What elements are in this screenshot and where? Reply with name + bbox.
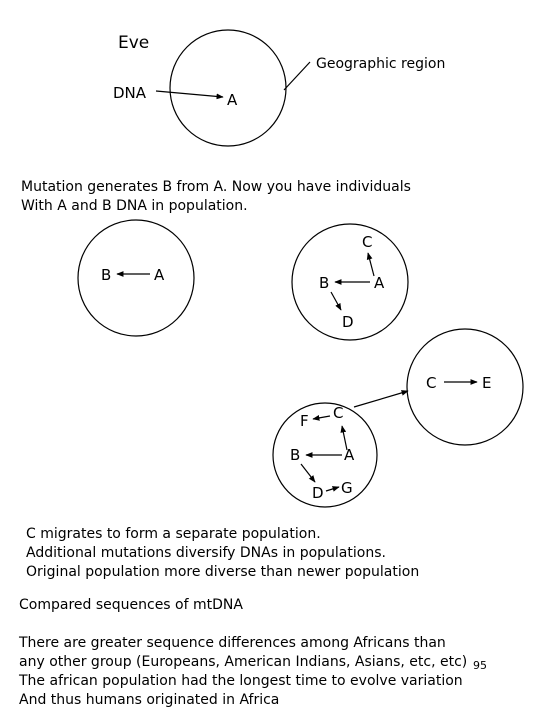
caption-line: Original population more diverse than newer population	[26, 564, 420, 580]
caption-line: C migrates to form a separate population.	[26, 526, 321, 542]
mutation-arrow-d-g	[326, 487, 339, 491]
node-c: C	[426, 374, 437, 392]
node-d: D	[312, 484, 324, 502]
population-circle-new	[407, 329, 523, 445]
population-circle-eve	[170, 30, 286, 146]
node-a: A	[374, 274, 385, 292]
mutation-arrow-b-d	[331, 292, 341, 310]
caption-line: Additional mutations diversify DNAs in populations.	[26, 545, 386, 561]
conclusion-caption	[19, 634, 467, 710]
node-e: E	[482, 374, 492, 392]
node-b: B	[290, 446, 301, 464]
node-b: B	[101, 266, 112, 284]
caption-line: The african population had the longest time to evolve variation	[19, 673, 463, 689]
mutation-arrow-b-d	[301, 464, 315, 482]
region-pointer-line	[284, 62, 310, 90]
node-a: A	[227, 91, 238, 109]
region-label: Geographic region	[316, 56, 446, 72]
node-c: C	[333, 404, 344, 422]
node-b: B	[319, 274, 330, 292]
eve-label: Eve	[118, 33, 150, 53]
node-a: A	[344, 446, 355, 464]
population-circle-b-a	[78, 220, 194, 336]
caption-line: any other group (Europeans, American Indians, Asians, etc, etc)	[19, 654, 468, 670]
dna-pointer-arrow	[156, 91, 223, 97]
caption-line: Compared sequences of mtDNA	[19, 597, 243, 613]
dna-label: DNA	[113, 84, 147, 102]
caption-line: And thus humans originated in Africa	[19, 692, 280, 708]
caption-line: There are greater sequence differences among Africans than	[19, 635, 446, 651]
caption-line: Mutation generates B from A. Now you have individuals	[21, 179, 411, 195]
caption-line: With A and B DNA in population.	[21, 198, 248, 214]
page-number: 95	[473, 659, 487, 672]
node-d: D	[342, 313, 354, 331]
node-a: A	[154, 266, 165, 284]
mutation-arrow-c-f	[313, 416, 330, 419]
compared-caption	[19, 596, 243, 615]
migration-arrow	[354, 391, 408, 407]
node-f: F	[300, 412, 309, 430]
node-c: C	[362, 233, 373, 251]
mutation-caption	[21, 178, 411, 216]
migration-caption	[26, 525, 419, 582]
mutation-arrow-a-c	[368, 253, 374, 276]
node-g: G	[341, 479, 353, 497]
